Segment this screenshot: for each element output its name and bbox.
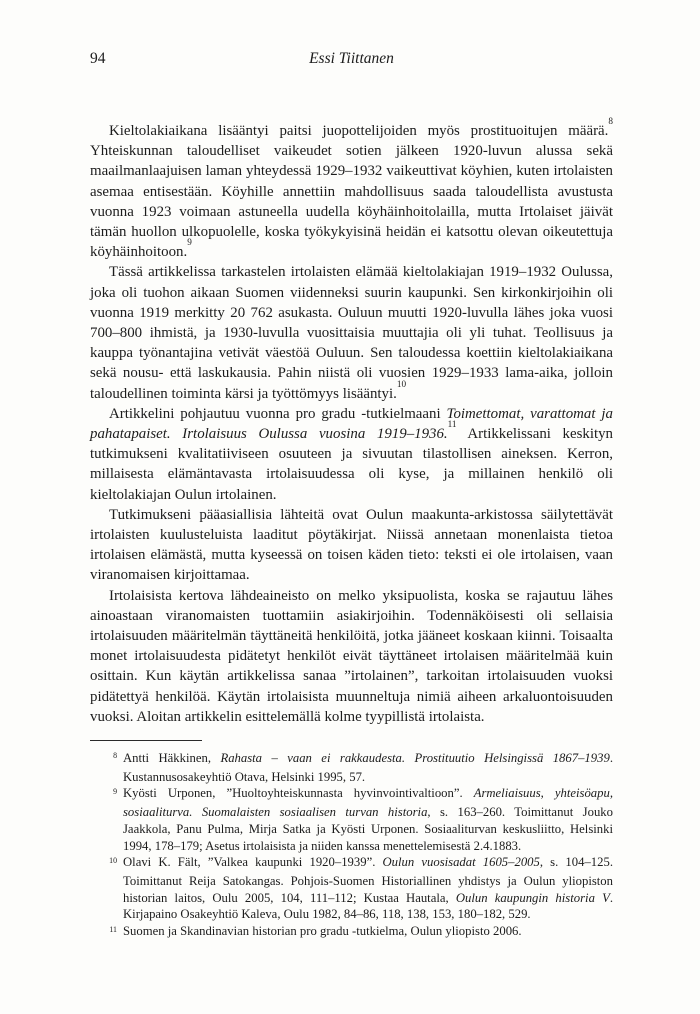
footnote [90,923,613,942]
text-run: Tässä artikkelissa tarkastelen irtolaisten elämää kieltolakiajan 1919–1932 Oulussa, joka oli tuohon aikaan Suomen viidenneksi suurin kaupunki. Sen kirkonkirjoihin oli vuonna 1919 merkitty 20 762 asukasta. Ouluun muutti 1920-luvulla lähes joka vuosi 700–800 ihmistä, ja 1930-luvulla vuosittaisia muuttajia oli yli tuhat. Teollisuus ja kauppa työnantajina vetivät väestöä Ouluun. Sen taloudessa koettiin kieltolakiaikana sekä nousu- että laskukausia. Pahin niistä oli vuosien 1929–1933 lama-aika, jolloin taloudellinen toiminta kärsi ja työttömyys lisääntyi. [90,264,613,402]
text-run: Tutkimukseni pääasiallisia lähteitä ovat Oulun maakunta-arkistossa säilytettävät irtolaisten kuulusteluista laaditut pöytäkirjat. Niissä annetaan monenlaista tietoa irtolaisen elämästä, mutta kyseessä on toisen käden tieto: teksti ei ole irtolaisen, vaan viranomaisen kirjoittamaa. [90,506,613,584]
footnote [90,854,613,923]
footnote [90,785,613,854]
text-run: Yhteiskunnan taloudelliset vaikeudet sotien jälkeen 1920-luvun alussa sekä maailmanlaajuisen laman yhteydessä 1929–1932 vaikeuttivat köyhien, kuten irtolaisten asemaa entisestään. Köyhille annettiin mahdollisuus saada taloudellista avustusta vuonna 1923 voimaan astuneella uudella köyhäinhoitolailla, mutta Irtolaiset jäivät tämän huollon ulkopuolelle, koska työkykyisinä heidän ei katsottu olevan oikeutettuja köyhäinhoitoon. [90,143,613,261]
text-run: Kyösti Urponen, ”Huoltoyhteiskunnasta hyvinvointivaltioon”. [123,786,474,801]
footnote-reference: 11 [447,419,457,429]
footnote-number: 9 [113,786,117,796]
text-run: Artikkelini pohjautuu vuonna pro gradu -tutkielmaani [109,405,447,422]
footnote-number: 10 [109,855,117,865]
text-run: Olavi K. Fält, ”Valkea kaupunki 1920–1939”. [123,855,383,870]
running-head-author: Essi Tiittanen [309,50,394,67]
page-number: 94 [90,50,106,67]
footnote-list [90,750,613,942]
paragraph [90,505,613,586]
paragraph [90,586,613,727]
text-run: Antti Häkkinen, [123,751,221,765]
italic-text-run: Armeliaisuus, yhteisöapu, sosiaaliturva. Suomalaisten sosiaalisen turvan historia [123,786,614,820]
text-run: Artikkelissani keskityn tutkimukseni kvalitatiiviseen osuuteen ja sivuutan tilastollisen aineksen. Kerron, millaisesta elämäntavasta irtolaisuudessa oli kyse, ja millainen henkilö oli kieltolakiajan Oulun irtolainen. [90,426,613,503]
footnote-reference: 9 [187,237,192,248]
text-run: . Kirjapaino Osakeyhtiö Kaleva, Oulu 1982, 84–86, 118, 138, 153, 180–182, 529. [123,890,613,922]
italic-text-run: Rahasta – vaan ei rakkaudesta. Prostituutio Helsingissä 1867–1939 [220,751,610,765]
paragraph [90,404,613,505]
page-header [90,49,613,71]
footnote [90,750,613,785]
paragraph [90,262,613,403]
italic-text-run: Oulun vuosisadat 1605–2005 [382,855,540,870]
footnote-reference: 10 [396,378,407,389]
footnote-separator-rule [90,740,202,741]
footnote-number: 11 [109,924,117,934]
text-run: Irtolaisista kertova lähdeaineisto on melko yksipuolista, koska se rajautuu lähes ainoastaan viranomaisten tuottamiin asiakirjoihin. Todennäköisesti oli sellaisia irtolaisuuden määritelmän täyttäneitä henkilöitä, jotka jääneet koskaan kiinni. Toisaalta monet irtolaisuudesta pidätetyt henkilöt eivät täyttäneet irtolaisen määritelmää kuin osittain. Kun käytän artikkelissa sanaa ”irtolainen”, tarkoitan irtolaisuuden vuoksi pidätettyä henkilöä. Käytän irtolaisista muunneltuja nimiä aiheen arkaluontoisuuden vuoksi. Aloitan artikkelin esittelemällä kolme tyypillistä irtolaista. [90,587,613,725]
footnote-reference: 8 [608,115,613,126]
text-run: Suomen ja Skandinavian historian pro gradu -tutkielma, Oulun yliopisto 2006. [123,924,522,939]
footnote-section [90,740,613,942]
text-run: Kieltolakiaikana lisääntyi paitsi juopottelijoiden myös prostituoitujen määrä. [109,123,609,139]
italic-text-run: Toimettomat, varattomat ja pahatapaiset. Irtolaisuus Oulussa vuosina 1919–1936. [90,405,614,443]
footnote-number: 8 [113,751,117,761]
paragraph [90,115,613,262]
text-run: , s. 104–125. Toimittanut Reija Satokangas. Pohjois-Suomen Historiallinen yhdistys ja Oulun yliopiston historian laitos, Oulu 2005, 104, 111–112; Kustaa Hautala, [123,855,614,905]
body-paragraphs [90,115,614,727]
italic-text-run: Oulun kaupungin historia V [455,890,610,905]
text-run: . Kustannusosakeyhtiö Otava, Helsinki 1995, 57. [123,751,613,784]
text-run: , s. 163–260. Toimittanut Jouko Jaakkola, Panu Pulma, Mirja Satka ja Kyösti Urponen. Sosiaaliturvan keskusliitto, Helsinki 1994, 178–179; Asetus irtolaisista ja niiden kanssa menettelemisestä 2.4.1883. [123,805,613,853]
